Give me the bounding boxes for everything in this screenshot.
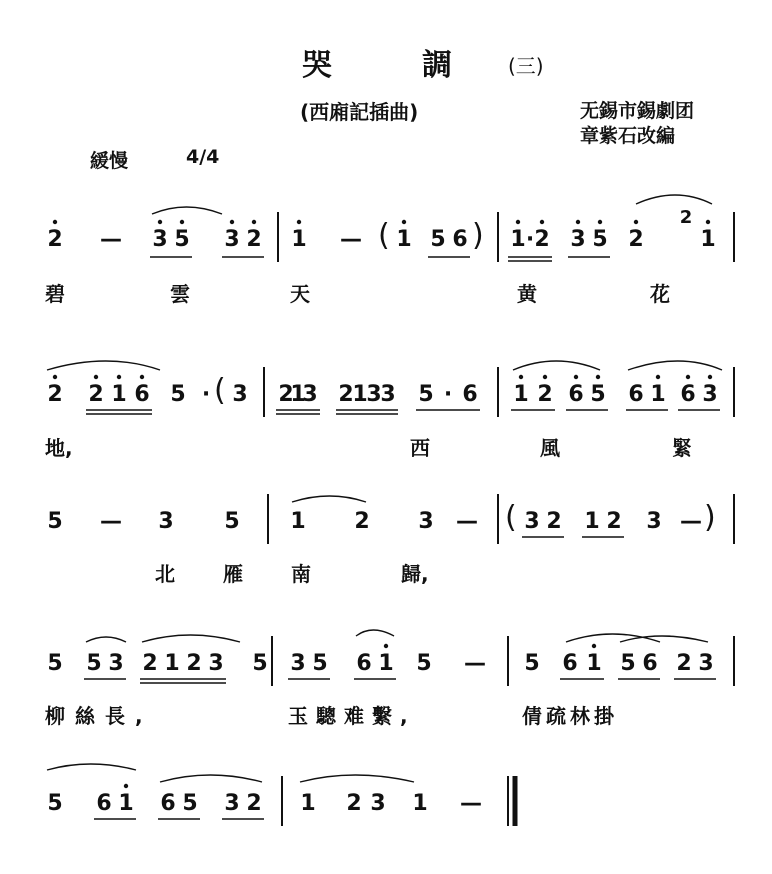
note: 3 [370, 791, 386, 816]
final-bar-line [508, 776, 515, 826]
note: 1 [290, 509, 306, 534]
dash: — [100, 509, 122, 534]
tempo-marking: 緩慢 [90, 150, 129, 172]
note: 1 [586, 651, 602, 676]
note: 5 [170, 382, 186, 407]
dash: — [680, 509, 702, 534]
subtitle: (西廂記插曲) [300, 100, 419, 124]
note: 3 [366, 382, 382, 407]
beams [84, 257, 720, 819]
dash: — [460, 791, 482, 816]
note: 6 [462, 382, 478, 407]
lyric: 花 [650, 282, 670, 306]
note: 1 [510, 227, 526, 252]
lyric: 西 [410, 436, 430, 460]
note: 2 [278, 382, 294, 407]
note: 5 [312, 651, 328, 676]
note: 1 [513, 382, 529, 407]
note: 6 [96, 791, 112, 816]
dash: — [340, 227, 362, 252]
note: 5 [430, 227, 446, 252]
note: 5 [252, 651, 268, 676]
note: 6 [680, 382, 696, 407]
slurs [47, 195, 722, 782]
note: 6 [568, 382, 584, 407]
lyric: 南 [291, 562, 311, 586]
lyric: 柳絲長, [45, 704, 153, 728]
note: 2 [628, 227, 644, 252]
note: 5 [524, 651, 540, 676]
note: 1 [291, 227, 307, 252]
lyric: 倩疏林掛 [522, 704, 618, 728]
title-suffix: (三) [508, 54, 544, 78]
dash: — [100, 227, 122, 252]
note: 6 [562, 651, 578, 676]
note: 5 [86, 651, 102, 676]
note: 3 [570, 227, 586, 252]
note: 2 [546, 509, 562, 534]
note: 5 [182, 791, 198, 816]
note: 3 [702, 382, 718, 407]
credit-line-1: 无錫市錫劇团 [580, 100, 695, 122]
octave-dots [53, 220, 712, 788]
note: 2 [354, 509, 370, 534]
lyric: 歸, [401, 562, 429, 586]
note: 2 [534, 227, 550, 252]
note: 2 [142, 651, 158, 676]
note: 3 [232, 382, 248, 407]
note: 2 [47, 227, 63, 252]
lyric: 天 [290, 282, 310, 306]
note: 5 [620, 651, 636, 676]
note: 6 [356, 651, 372, 676]
time-signature: 4/4 [186, 146, 220, 168]
note: 2 [47, 382, 63, 407]
note: 3 [158, 509, 174, 534]
open-bracket: ( [378, 218, 390, 253]
note: 1 [378, 651, 394, 676]
note: 3 [302, 382, 318, 407]
open-bracket: ( [505, 500, 517, 535]
note: 6 [160, 791, 176, 816]
note: 2 [606, 509, 622, 534]
note: 3 [208, 651, 224, 676]
lyric: 地, [45, 436, 73, 460]
close-bracket: ) [472, 218, 484, 253]
lyric: 北 [155, 562, 175, 586]
note: 1 [700, 227, 716, 252]
note: 2 [88, 382, 104, 407]
note: 6 [134, 382, 150, 407]
note: 5 [224, 509, 240, 534]
note: 3 [224, 791, 240, 816]
bar-lines [264, 212, 734, 826]
grace-note: 2 [679, 207, 693, 228]
note: 6 [452, 227, 468, 252]
note: 1 [111, 382, 127, 407]
note: 5 [47, 651, 63, 676]
note: 1 [352, 382, 368, 407]
note: 2 [676, 651, 692, 676]
dash: — [456, 509, 478, 534]
credit-line-2: 章紫石改編 [580, 125, 676, 147]
lyric: 風 [540, 436, 560, 460]
title-part-2: 調 [422, 48, 452, 83]
dash: — [464, 651, 486, 676]
lyric: 玉驄难繫, [288, 704, 416, 728]
note: 2 [186, 651, 202, 676]
note: 3 [646, 509, 662, 534]
lyric: 雲 [170, 282, 190, 306]
note: 5 [47, 791, 63, 816]
note: 5 [416, 651, 432, 676]
dot: · [443, 382, 453, 407]
note: 5 [592, 227, 608, 252]
note: 1 [164, 651, 180, 676]
note: 5 [47, 509, 63, 534]
lyric: 緊 [672, 436, 692, 460]
note: 1 [584, 509, 600, 534]
lyric: 黄 [517, 282, 537, 306]
note: 3 [224, 227, 240, 252]
open-bracket: ( [214, 373, 226, 408]
note: 1 [118, 791, 134, 816]
note: 1 [290, 382, 306, 407]
note: 1 [300, 791, 316, 816]
note: 6 [642, 651, 658, 676]
note: 3 [418, 509, 434, 534]
note: 2 [246, 791, 262, 816]
note: 3 [152, 227, 168, 252]
lyric: 雁 [223, 562, 243, 586]
note: 1 [396, 227, 412, 252]
note: 5 [174, 227, 190, 252]
note: 2 [338, 382, 354, 407]
title-part-1: 哭 [302, 48, 332, 83]
note: 3 [524, 509, 540, 534]
note: 3 [108, 651, 124, 676]
note: 1 [650, 382, 666, 407]
lyric: 碧 [45, 282, 65, 306]
note: 2 [246, 227, 262, 252]
dot: · [525, 227, 535, 252]
close-bracket: ) [704, 500, 716, 535]
note: 2 [537, 382, 553, 407]
note: 1 [412, 791, 428, 816]
note: 5 [418, 382, 434, 407]
note: 3 [380, 382, 396, 407]
note: 3 [698, 651, 714, 676]
note: 6 [628, 382, 644, 407]
note: 3 [290, 651, 306, 676]
dot: · [201, 382, 211, 407]
note: 2 [346, 791, 362, 816]
note: 5 [590, 382, 606, 407]
